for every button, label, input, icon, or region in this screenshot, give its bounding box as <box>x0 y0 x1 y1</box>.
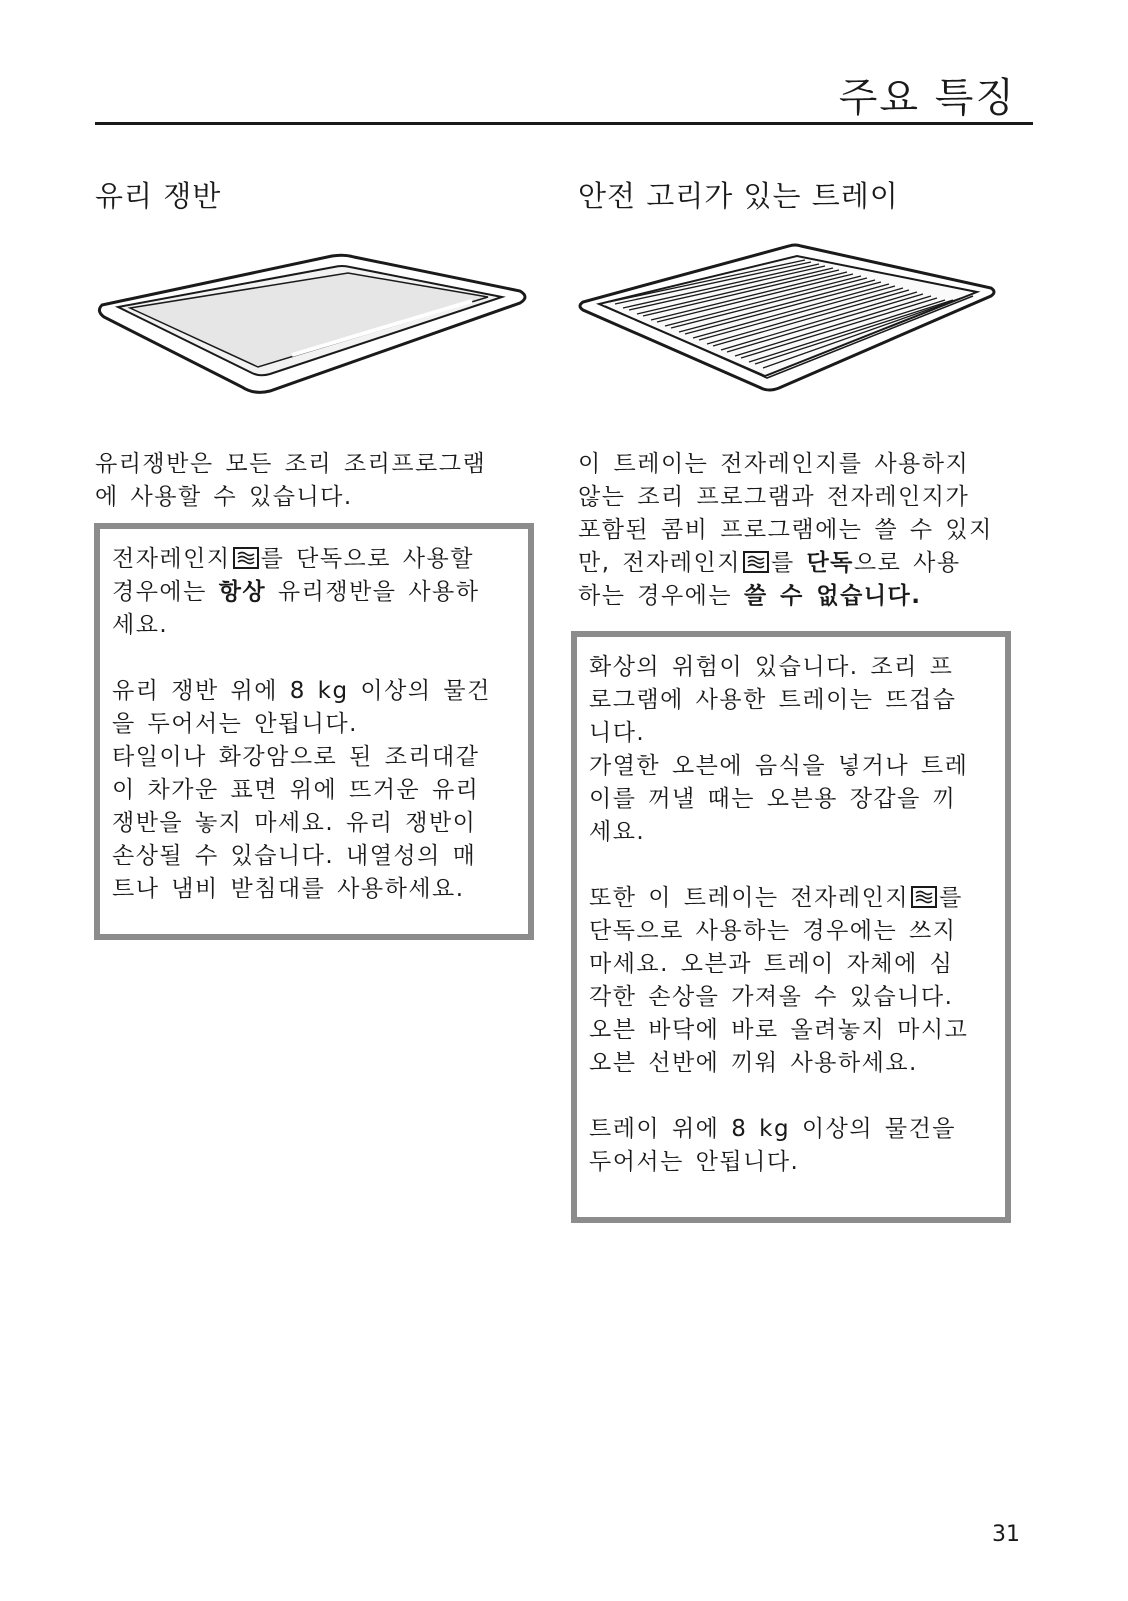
safety-tray-warning-box <box>571 631 1011 1223</box>
text-fragment: 유리쟁반을 사용하 <box>266 579 480 605</box>
text-fragment: 하는 경우에는 <box>578 583 744 609</box>
text-line: 두어서는 안됩니다. <box>589 1149 800 1175</box>
microwave-symbol-icon <box>911 886 937 908</box>
text-line: 손상될 수 있습니다. 내열성의 매 <box>112 843 477 869</box>
text-line: 세요. <box>589 819 646 845</box>
text-fragment: 또한 이 트레이는 전자레인지 <box>589 885 910 911</box>
microwave-symbol-icon <box>233 547 259 569</box>
text-line: 을 두어서는 안됩니다. <box>112 711 358 737</box>
glass-tray-heading: 유리 쟁반 <box>95 179 222 213</box>
text-line: 이를 꺼낼 때는 오븐용 장갑을 끼 <box>589 786 957 812</box>
text-line: 않는 조리 프로그램과 전자레인지가 <box>578 484 970 510</box>
glass-tray-warning-box <box>94 523 534 940</box>
text-fragment: 를 <box>770 550 807 576</box>
text-line: 유리 쟁반 위에 8 kg 이상의 물건 <box>112 678 491 704</box>
text-line: 포함된 콤비 프로그램에는 쓸 수 있지 <box>578 517 993 543</box>
warning-paragraph-1 <box>589 651 993 849</box>
text-line: 단독으로 사용하는 경우에는 쓰지 <box>589 918 957 944</box>
text-line: 세요. <box>112 612 169 638</box>
glass-tray-illustration <box>92 245 532 405</box>
text-line: 이 트레이는 전자레인지를 사용하지 <box>578 451 970 477</box>
warning-paragraph-2 <box>112 675 516 906</box>
text-line: 오븐 선반에 끼워 사용하세요. <box>589 1050 918 1076</box>
text-line: 가열한 오븐에 음식을 넣거나 트레 <box>589 753 969 779</box>
text-line: 쟁반을 놓지 마세요. 유리 쟁반이 <box>112 810 477 836</box>
text-line: 유리쟁반은 모든 조리 조리프로그램 <box>95 451 487 477</box>
warning-paragraph-3 <box>589 1113 993 1179</box>
text-line: 마세요. 오븐과 트레이 자체에 심 <box>589 951 954 977</box>
safety-tray-heading: 안전 고리가 있는 트레이 <box>578 179 899 213</box>
text-line: 에 사용할 수 있습니다. <box>95 484 353 510</box>
text-line: 트나 냄비 받침대를 사용하세요. <box>112 876 465 902</box>
text-line: 이 차가운 표면 위에 뜨거운 유리 <box>112 777 480 803</box>
text-line: 트레이 위에 8 kg 이상의 물건을 <box>589 1116 957 1142</box>
text-line: 각한 손상을 가져올 수 있습니다. <box>589 984 954 1010</box>
text-line: 타일이나 화강암으로 된 조리대같 <box>112 744 480 770</box>
microwave-symbol-icon <box>743 551 769 573</box>
text-line: 니다. <box>589 720 646 746</box>
safety-tray-intro <box>578 448 1014 613</box>
text-fragment: 만, 전자레인지 <box>578 550 741 576</box>
text-line: 로그램에 사용한 트레이는 뜨겁습 <box>589 687 957 713</box>
text-line: 오븐 바닥에 바로 올려놓지 마시고 <box>589 1017 969 1043</box>
emphasis-cannot-use: 쓸 수 없습니다. <box>743 583 922 609</box>
glass-tray-intro <box>95 448 531 514</box>
text-fragment: 를 단독으로 사용할 <box>260 546 474 572</box>
page-title: 주요 특징 <box>838 75 1016 121</box>
emphasis-alone: 단독 <box>806 550 854 576</box>
wire-tray-illustration <box>575 240 1000 400</box>
title-rule <box>95 122 1033 125</box>
text-fragment: 경우에는 <box>112 579 219 605</box>
warning-paragraph-2 <box>589 882 993 1080</box>
text-fragment: 를 <box>939 885 963 911</box>
page-number: 31 <box>992 1522 1020 1547</box>
text-fragment: 전자레인지 <box>112 546 231 572</box>
warning-paragraph-1 <box>112 543 516 642</box>
text-fragment: 으로 사용 <box>853 550 961 576</box>
emphasis-always: 항상 <box>218 579 267 605</box>
text-line: 화상의 위험이 있습니다. 조리 프 <box>589 654 954 680</box>
